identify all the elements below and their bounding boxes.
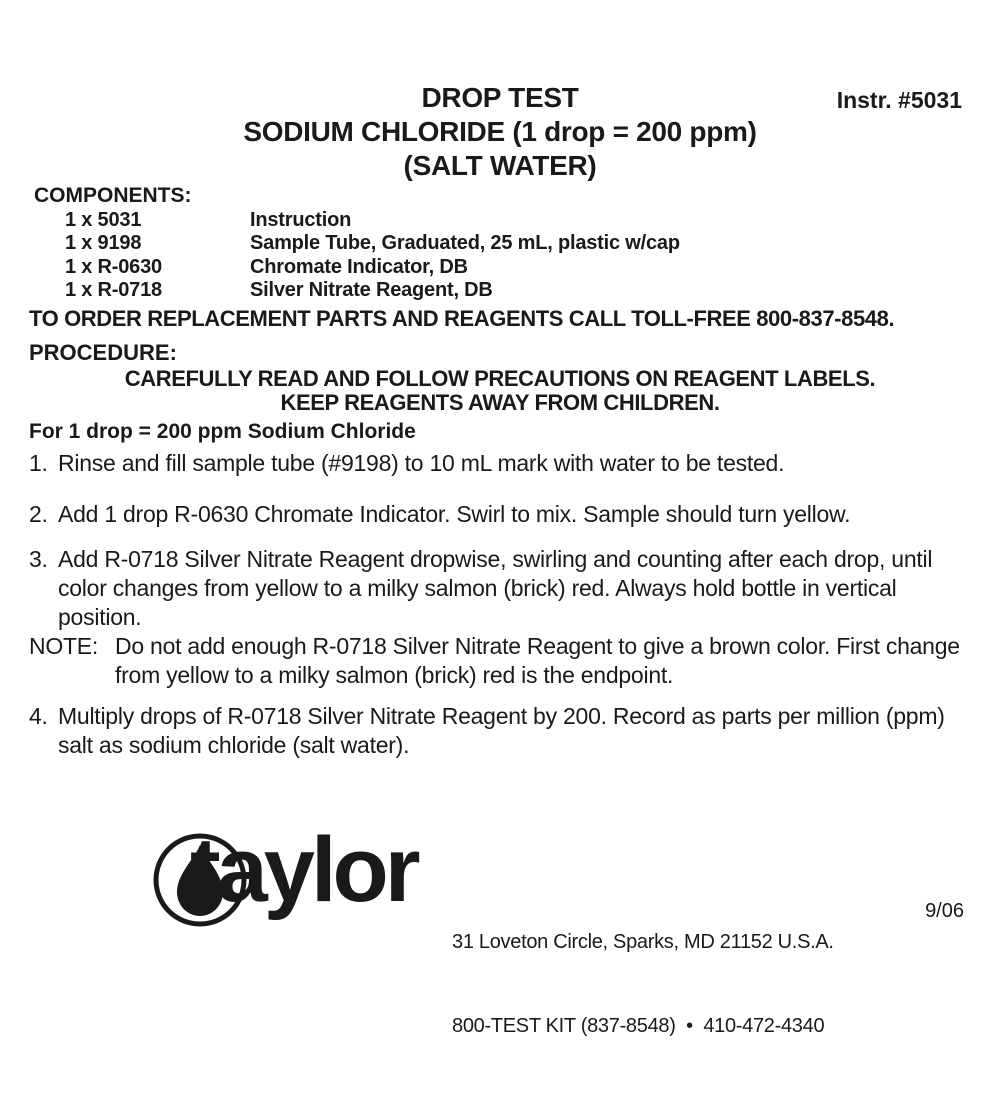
order-info-line: TO ORDER REPLACEMENT PARTS AND REAGENTS CALL TOLL-FREE 800-837-8548.: [29, 306, 895, 331]
procedure-step-2: [29, 500, 981, 529]
company-phone: 800-TEST KIT (837-8548) • 410-472-4340: [452, 1015, 825, 1037]
note-text: Do not add enough R-0718 Silver Nitrate Reagent to give a brown color. First change from yellow to a milky salmon (brick) red is the endpoint.: [115, 633, 960, 688]
warning-line-1: CAREFULLY READ AND FOLLOW PRECAUTIONS ON REAGENT LABELS.: [124, 366, 876, 391]
title-line-3: (SALT WATER): [403, 150, 597, 181]
component-qty: 1 x 9198: [65, 232, 142, 255]
components-table: [65, 209, 680, 303]
title-line-1: DROP TEST: [421, 82, 579, 113]
step-number: 3.: [29, 546, 48, 572]
procedure-step-1: [29, 449, 981, 478]
company-address: 31 Loveton Circle, Sparks, MD 21152 U.S.A.: [452, 931, 834, 953]
company-contact-block: [452, 872, 834, 1096]
title-line-2: SODIUM CHLORIDE (1 drop = 200 ppm): [243, 116, 757, 147]
step-text: Add 1 drop R-0630 Chromate Indicator. Swirl to mix. Sample should turn yellow.: [58, 501, 851, 527]
component-desc: Silver Nitrate Reagent, DB: [250, 279, 493, 302]
component-qty: 1 x 5031: [65, 209, 142, 231]
revision-date: 9/06: [925, 900, 964, 922]
procedure-step-4: [29, 702, 981, 760]
component-desc: Sample Tube, Graduated, 25 mL, plastic w/cap: [250, 232, 680, 255]
component-qty: 1 x R-0630: [65, 255, 162, 278]
instruction-number: Instr. #5031: [836, 87, 962, 113]
step-text: Rinse and fill sample tube (#9198) to 10 mL mark with water to be tested.: [58, 450, 785, 476]
step-text: Multiply drops of R-0718 Silver Nitrate Reagent by 200. Record as parts per million (ppm) salt as sodium chloride (salt water).: [58, 703, 945, 758]
step-number: 1.: [29, 450, 48, 476]
procedure-note: [29, 632, 981, 690]
procedure-step-3: [29, 545, 981, 632]
component-desc: Instruction: [250, 209, 352, 231]
dosage-note: For 1 drop = 200 ppm Sodium Chloride: [29, 420, 416, 443]
note-label: NOTE:: [29, 633, 99, 659]
step-number: 2.: [29, 501, 48, 527]
step-number: 4.: [29, 703, 48, 729]
warning-line-2: KEEP REAGENTS AWAY FROM CHILDREN.: [280, 390, 720, 415]
procedure-heading: PROCEDURE:: [29, 340, 177, 365]
component-qty: 1 x R-0718: [65, 279, 162, 302]
components-heading: COMPONENTS:: [34, 184, 192, 207]
step-text: Add R-0718 Silver Nitrate Reagent dropwise, swirling and counting after each drop, until color changes from yellow to a milky salmon (brick) red. Always hold bottle in vertical position.: [58, 546, 933, 630]
component-desc: Chromate Indicator, DB: [250, 255, 468, 278]
brand-logo-text: taylor: [190, 819, 417, 921]
